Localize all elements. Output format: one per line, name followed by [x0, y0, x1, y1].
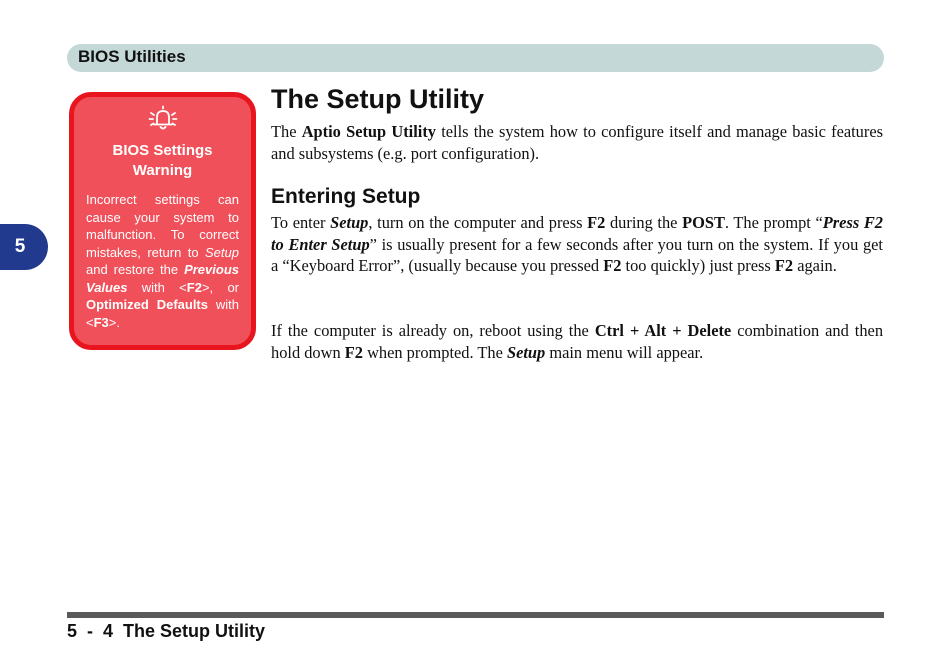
- f2-key: F2: [774, 256, 794, 276]
- entering-setup-paragraph: To enter Setup, turn on the computer and press F2 during the POST. The prompt “Press F2 to Enter Setup” is usually present for a few seconds after you turn on the system. If you get a “Keyboard Error”, (usually because you pressed F2 too quickly) just press F2 again.: [271, 213, 883, 276]
- header-title: BIOS Utilities: [78, 47, 186, 66]
- setup-term: Setup: [205, 244, 239, 260]
- f2-key: F2: [186, 279, 202, 295]
- warning-bell-icon: [147, 105, 179, 133]
- aptio-term: Aptio Setup Utility: [301, 122, 436, 141]
- warning-body: Incorrect settings can cause your system to malfunction. To correct mistakes, return to Setup and restore the Previous Values with <F2>, or Optimized Defaults with <F3>.: [86, 192, 240, 330]
- warning-callout: [69, 92, 256, 350]
- intro-paragraph: The Aptio Setup Utility tells the system how to configure itself and manage basic features and subsystems (e.g. port configuration).: [271, 122, 883, 163]
- f3-key: F3: [93, 314, 109, 330]
- setup-term: Setup: [506, 342, 546, 362]
- setup-term: Setup: [330, 213, 369, 232]
- warning-title: [74, 141, 251, 181]
- footer-rule: [67, 612, 884, 618]
- section-title: Entering Setup: [271, 185, 421, 208]
- header-bar: [67, 44, 884, 72]
- chapter-tab[interactable]: 5: [0, 224, 48, 270]
- reboot-paragraph: If the computer is already on, reboot using the Ctrl + Alt + Delete combination and then hold down F2 when prompted. The Setup main menu will appear.: [271, 321, 884, 362]
- f2-key: F2: [587, 213, 606, 232]
- page-title: The Setup Utility: [271, 84, 485, 114]
- optimized-defaults-term: Optimized Defaults: [86, 297, 208, 312]
- ctrl-alt-delete-keys: Ctrl + Alt + Delete: [594, 321, 732, 340]
- setup-prompt: Press F2 to Enter Setup: [271, 213, 883, 254]
- previous-values-term: Previous Values: [86, 262, 239, 295]
- f2-key: F2: [344, 342, 363, 362]
- footer-page-label: 5 - 4 The Setup Utility: [67, 621, 266, 641]
- warning-title-line1: BIOS Settings: [112, 142, 213, 159]
- f2-key: F2: [603, 256, 622, 276]
- warning-title-line2: Warning: [132, 162, 193, 179]
- post-term: POST: [682, 213, 725, 232]
